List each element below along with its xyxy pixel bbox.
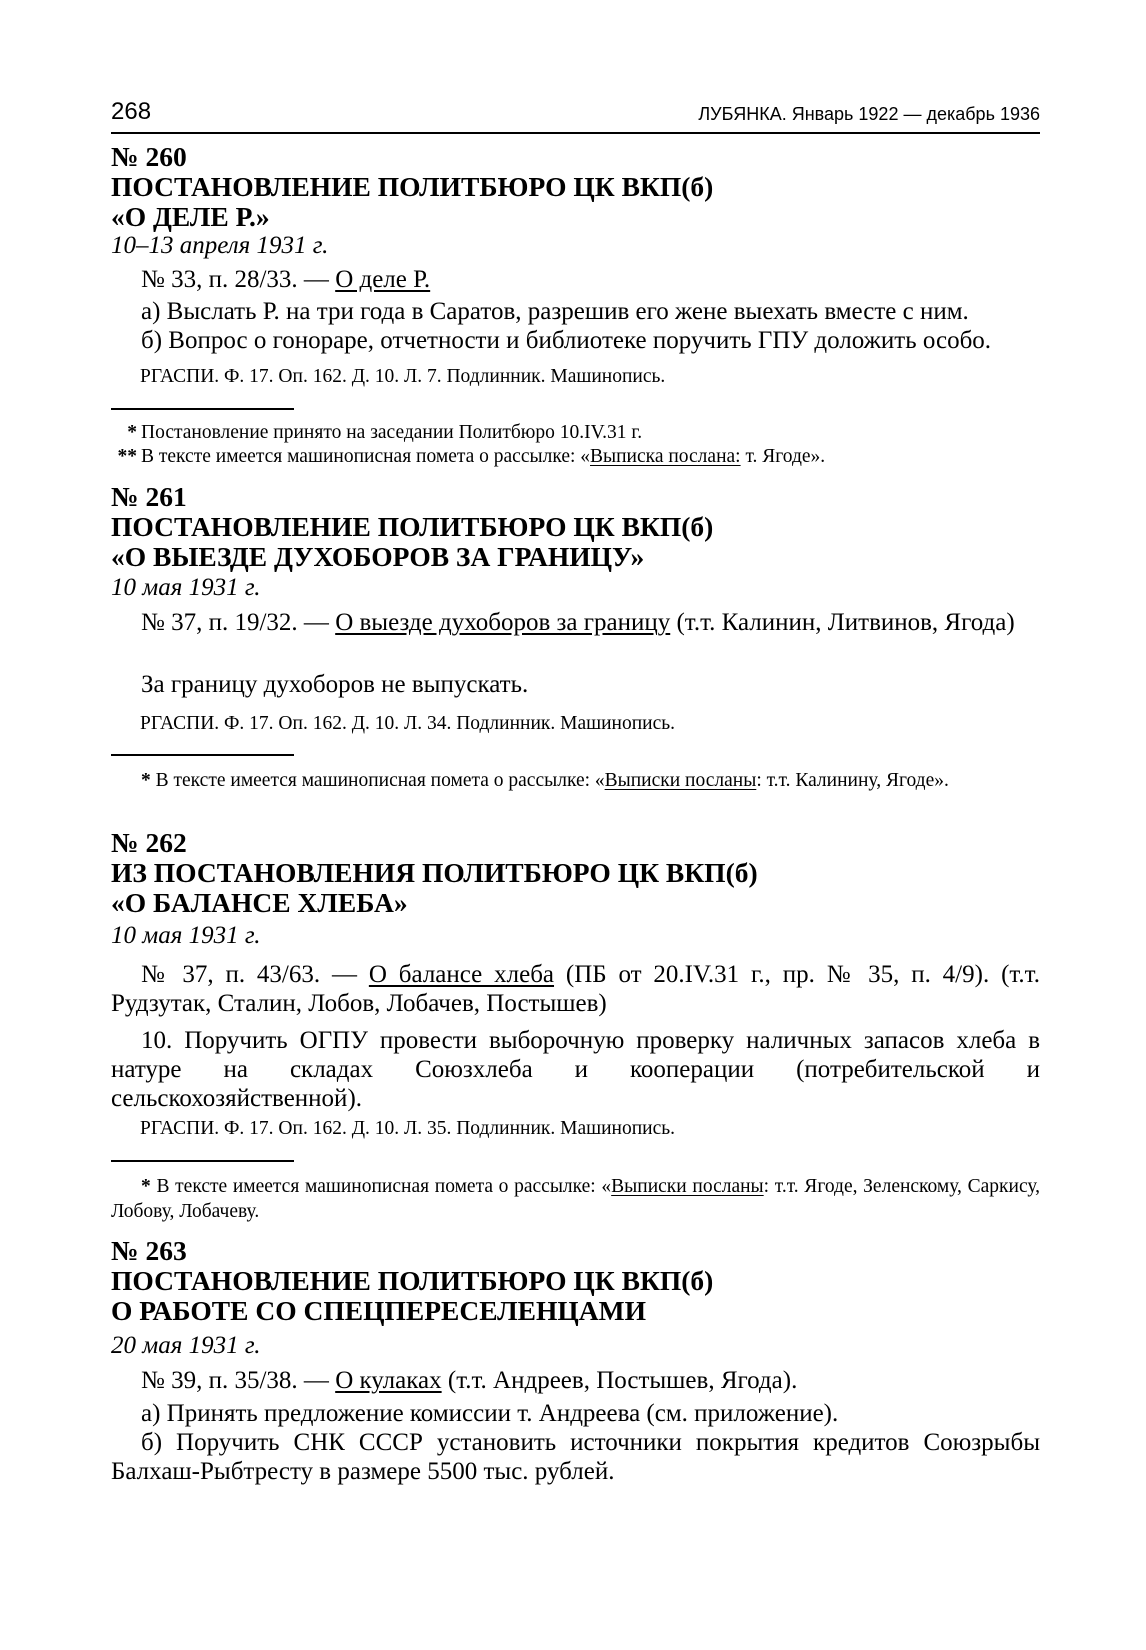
document-date: 10–13 апреля 1931 г. [111,232,329,259]
document-number: № 263 [111,1235,187,1266]
footnote [111,768,1040,793]
footnote-divider [111,408,294,410]
protocol-line [111,1366,1040,1395]
protocol-line [111,265,1040,294]
archive-source: РГАСПИ. Ф. 17. Оп. 162. Д. 10. Л. 35. Подлинник. Машинопись. [140,1118,676,1139]
body-paragraph: б) Поручить СНК СССР установить источники покрытия кредитов Союзрыбы Балхаш-Рыбтресту в размере 5500 тыс. рублей. [111,1429,1040,1485]
document-heading-line: ПОСТАНОВЛЕНИЕ ПОЛИТБЮРО ЦК ВКП(б) [111,171,714,202]
document-heading-line: ПОСТАНОВЛЕНИЕ ПОЛИТБЮРО ЦК ВКП(б) [111,511,714,542]
document-date: 10 мая 1931 г. [111,574,261,601]
running-title: ЛУБЯНКА. Январь 1922 — декабрь 1936 [698,104,1040,124]
document-heading-line: «О ВЫЕЗДЕ ДУХОБОРОВ ЗА ГРАНИЦУ» [111,541,645,572]
archive-source: РГАСПИ. Ф. 17. Оп. 162. Д. 10. Л. 34. Подлинник. Машинопись. [140,713,676,734]
protocol-participants: (т.т. Андреев, Постышев, Ягода). [441,1367,798,1394]
protocol-participants: (ПБ от 20.IV.31 г., пр. № 35, п. 4/9). (т.т. Рудзутак, Сталин, Лобов, Лобачев, Постышев) [111,961,1040,1017]
protocol-subject: О балансе хлеба [368,961,555,988]
page-number: 268 [111,98,152,125]
document-heading-line: ИЗ ПОСТАНОВЛЕНИЯ ПОЛИТБЮРО ЦК ВКП(б) [111,857,758,888]
footnote-underlined: Выписка послана: [590,446,741,467]
footnote-text: Постановление принято на заседании Политбюро 10.IV.31 г. [141,422,643,443]
archive-source: РГАСПИ. Ф. 17. Оп. 162. Д. 10. Л. 7. Подлинник. Машинопись. [140,366,666,387]
protocol-reference: № 33, п. 28/33. — [141,266,336,293]
protocol-reference: № 39, п. 35/38. — [141,1367,336,1394]
protocol-reference: № 37, п. 19/32. — [141,609,336,636]
protocol-line [111,608,1040,637]
footnote-mark: * [141,770,151,791]
protocol-participants: (т.т. Калинин, Литвинов, Ягода) [670,609,1015,636]
footnote [111,444,1040,469]
footnote-mark: * [141,1176,151,1197]
footnote-divider [111,754,294,756]
body-paragraph: За границу духоборов не выпускать. [141,671,529,698]
footnote-divider [111,1160,294,1162]
footnote-text: : т.т. Калинину, Ягоде». [756,770,949,791]
protocol-line [111,960,1040,1018]
footnote-text: В тексте имеется машинописная помета о рассылке: « [156,1176,612,1197]
protocol-subject: О кулаках [335,1367,442,1394]
footnote-text: т. Ягоде». [740,446,826,467]
document-heading-line: «О ДЕЛЕ Р.» [111,201,270,232]
document-heading-line: ПОСТАНОВЛЕНИЕ ПОЛИТБЮРО ЦК ВКП(б) [111,1265,714,1296]
protocol-reference: № 37, п. 43/63. — [141,961,369,988]
document-date: 10 мая 1931 г. [111,922,261,949]
footnote-underlined: Выписки посланы [604,770,757,791]
footnote [111,1174,1040,1224]
footnote-underlined: Выписки посланы [611,1176,764,1197]
footnote-text: В тексте имеется машинописная помета о рассылке: « [141,446,591,467]
document-heading-line: «О БАЛАНСЕ ХЛЕБА» [111,887,408,918]
footnote [111,420,1040,445]
footnote-text: : т.т. Ягоде, Зеленскому, Саркису, Лобову, Лобачеву. [111,1176,1041,1222]
body-paragraph: б) Вопрос о гонораре, отчетности и библиотеке поручить ГПУ доложить особо. [141,327,992,354]
body-paragraph: а) Принять предложение комиссии т. Андреева (см. приложение). [141,1400,839,1427]
document-number: № 260 [111,141,187,172]
footnote-mark: * [127,422,137,443]
document-heading-line: О РАБОТЕ СО СПЕЦПЕРЕСЕЛЕНЦАМИ [111,1295,646,1326]
protocol-subject: О деле Р. [335,266,431,293]
page-header [111,96,1040,134]
footnote-text: В тексте имеется машинописная помета о рассылке: « [155,770,605,791]
document-date: 20 мая 1931 г. [111,1332,261,1359]
body-paragraph: а) Выслать Р. на три года в Саратов, разрешив его жене выехать вместе с ним. [141,298,969,325]
protocol-subject: О выезде духоборов за границу [335,609,671,636]
footnote-mark: ** [117,446,137,467]
body-paragraph: 10. Поручить ОГПУ провести выборочную проверку наличных запасов хлеба в натуре на складах Союзхлеба и кооперации (потребительской и сельскохозяйственной). [111,1027,1040,1112]
document-number: № 262 [111,827,187,858]
document-number: № 261 [111,481,187,512]
